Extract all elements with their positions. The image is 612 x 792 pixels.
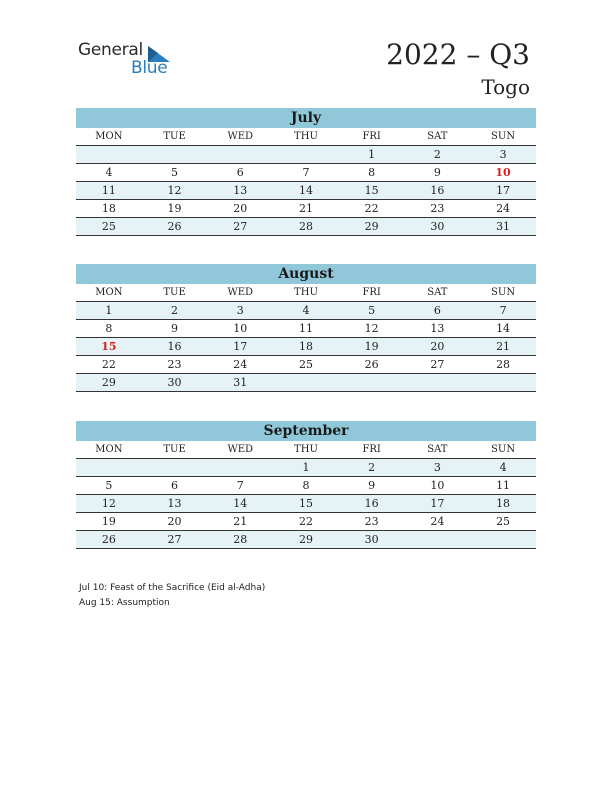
- day-cell: 7: [499, 304, 507, 317]
- weekday-label: WED: [227, 131, 254, 142]
- day-cell: 4: [499, 461, 507, 474]
- weekday-label: FRI: [362, 131, 381, 142]
- weekday-label: THU: [294, 131, 318, 142]
- day-cell: 23: [167, 358, 182, 371]
- day-cell: [273, 146, 339, 163]
- holiday-notes: [79, 581, 265, 611]
- day-cell: 7: [236, 479, 244, 492]
- week-row: [76, 338, 536, 356]
- day-cell: 18: [496, 497, 511, 510]
- day-cell: 11: [496, 479, 511, 492]
- day-cell: 27: [167, 533, 182, 546]
- day-cell: 19: [364, 340, 379, 353]
- day-cell: 23: [430, 202, 445, 215]
- day-cell: 8: [302, 479, 310, 492]
- weekday-header-row: [76, 441, 536, 459]
- day-cell: 12: [167, 184, 182, 197]
- weekday-label: FRI: [362, 444, 381, 455]
- day-cell: 16: [167, 340, 182, 353]
- day-cell: 3: [499, 148, 507, 161]
- day-cell: 28: [496, 358, 511, 371]
- day-cell: 1: [105, 304, 113, 317]
- day-cell: [470, 531, 536, 548]
- day-cell: [142, 459, 208, 476]
- day-cell: 28: [298, 220, 313, 233]
- day-cell: 21: [496, 340, 511, 353]
- day-cell: 22: [101, 358, 116, 371]
- day-cell: 21: [233, 515, 248, 528]
- weekday-label: FRI: [362, 287, 381, 298]
- weekday-header-row: [76, 284, 536, 302]
- weekday-label: TUE: [163, 444, 186, 455]
- day-cell: 2: [171, 304, 179, 317]
- day-cell: 4: [302, 304, 310, 317]
- day-cell: [207, 146, 273, 163]
- day-cell: 26: [364, 358, 379, 371]
- holiday-day-cell: 15: [101, 340, 117, 353]
- week-row: [76, 146, 536, 164]
- weekday-label: WED: [227, 287, 254, 298]
- day-cell: 19: [101, 515, 116, 528]
- day-cell: 6: [171, 479, 179, 492]
- week-row: [76, 477, 536, 495]
- day-cell: 22: [364, 202, 379, 215]
- day-cell: 15: [364, 184, 379, 197]
- weekday-label: THU: [294, 287, 318, 298]
- holiday-day-cell: 10: [495, 166, 511, 179]
- country-name: Togo: [481, 75, 530, 99]
- day-cell: 20: [167, 515, 182, 528]
- day-cell: 5: [105, 479, 113, 492]
- week-row: [76, 164, 536, 182]
- day-cell: 2: [433, 148, 441, 161]
- weekday-header-row: [76, 128, 536, 146]
- day-cell: 19: [167, 202, 182, 215]
- day-cell: 31: [496, 220, 511, 233]
- quarter-title: 2022 – Q3: [386, 38, 530, 71]
- week-row: [76, 356, 536, 374]
- day-cell: 16: [430, 184, 445, 197]
- week-row: [76, 495, 536, 513]
- weekday-label: SAT: [427, 444, 448, 455]
- day-cell: [339, 374, 405, 391]
- day-cell: 29: [364, 220, 379, 233]
- day-cell: 10: [430, 479, 445, 492]
- week-row: [76, 531, 536, 549]
- weekday-label: SUN: [491, 131, 516, 142]
- day-cell: 11: [101, 184, 116, 197]
- weekday-label: MON: [95, 131, 123, 142]
- weekday-label: SAT: [427, 287, 448, 298]
- day-cell: 5: [368, 304, 376, 317]
- month-august: [76, 264, 536, 392]
- month-september: [76, 421, 536, 549]
- month-header: August: [76, 264, 536, 284]
- day-cell: 13: [167, 497, 182, 510]
- day-cell: 7: [302, 166, 310, 179]
- week-row: [76, 459, 536, 477]
- generalblue-logo: [78, 40, 188, 80]
- day-cell: 5: [171, 166, 179, 179]
- day-cell: 11: [298, 322, 313, 335]
- day-cell: 24: [430, 515, 445, 528]
- day-cell: [470, 374, 536, 391]
- day-cell: 25: [298, 358, 313, 371]
- holiday-note: Aug 15: Assumption: [79, 598, 170, 608]
- week-row: [76, 513, 536, 531]
- weekday-label: WED: [227, 444, 254, 455]
- day-cell: [76, 146, 142, 163]
- day-cell: 17: [496, 184, 511, 197]
- day-cell: 26: [101, 533, 116, 546]
- day-cell: 12: [364, 322, 379, 335]
- day-cell: 26: [167, 220, 182, 233]
- day-cell: 14: [496, 322, 511, 335]
- day-cell: 20: [430, 340, 445, 353]
- day-cell: 17: [430, 497, 445, 510]
- week-row: [76, 374, 536, 392]
- weekday-label: THU: [294, 444, 318, 455]
- day-cell: 18: [101, 202, 116, 215]
- day-cell: 30: [430, 220, 445, 233]
- day-cell: 10: [233, 322, 248, 335]
- day-cell: 30: [364, 533, 379, 546]
- day-cell: 24: [233, 358, 248, 371]
- month-july: [76, 108, 536, 236]
- logo-text-general: General: [78, 40, 143, 60]
- day-cell: 4: [105, 166, 113, 179]
- weekday-label: SAT: [427, 131, 448, 142]
- day-cell: 25: [496, 515, 511, 528]
- day-cell: 15: [298, 497, 313, 510]
- week-row: [76, 320, 536, 338]
- day-cell: [405, 374, 471, 391]
- day-cell: 1: [368, 148, 376, 161]
- day-cell: 31: [233, 376, 248, 389]
- weekday-label: MON: [95, 287, 123, 298]
- day-cell: 17: [233, 340, 248, 353]
- day-cell: 16: [364, 497, 379, 510]
- day-cell: 13: [430, 322, 445, 335]
- day-cell: [207, 459, 273, 476]
- weekday-label: MON: [95, 444, 123, 455]
- day-cell: 9: [433, 166, 441, 179]
- day-cell: 14: [298, 184, 313, 197]
- day-cell: 23: [364, 515, 379, 528]
- day-cell: 20: [233, 202, 248, 215]
- weekday-label: SUN: [491, 444, 516, 455]
- day-cell: 8: [105, 322, 113, 335]
- week-row: [76, 302, 536, 320]
- week-row: [76, 200, 536, 218]
- day-cell: 9: [171, 322, 179, 335]
- weekday-label: TUE: [163, 131, 186, 142]
- day-cell: 14: [233, 497, 248, 510]
- day-cell: 2: [368, 461, 376, 474]
- month-header: July: [76, 108, 536, 128]
- day-cell: 12: [101, 497, 116, 510]
- week-row: [76, 182, 536, 200]
- day-cell: 24: [496, 202, 511, 215]
- day-cell: 9: [368, 479, 376, 492]
- day-cell: 3: [236, 304, 244, 317]
- day-cell: [273, 374, 339, 391]
- day-cell: 29: [101, 376, 116, 389]
- day-cell: 27: [233, 220, 248, 233]
- weekday-label: TUE: [163, 287, 186, 298]
- week-row: [76, 218, 536, 236]
- day-cell: [405, 531, 471, 548]
- day-cell: 22: [298, 515, 313, 528]
- logo-text-blue: Blue: [131, 58, 168, 78]
- day-cell: 27: [430, 358, 445, 371]
- day-cell: 1: [302, 461, 310, 474]
- day-cell: 6: [433, 304, 441, 317]
- month-header: September: [76, 421, 536, 441]
- weekday-label: SUN: [491, 287, 516, 298]
- day-cell: 29: [298, 533, 313, 546]
- day-cell: 28: [233, 533, 248, 546]
- day-cell: 30: [167, 376, 182, 389]
- day-cell: 8: [368, 166, 376, 179]
- holiday-note: Jul 10: Feast of the Sacrifice (Eid al-Adha): [79, 583, 266, 593]
- day-cell: 21: [298, 202, 313, 215]
- day-cell: 18: [298, 340, 313, 353]
- day-cell: 3: [433, 461, 441, 474]
- day-cell: 25: [101, 220, 116, 233]
- day-cell: [76, 459, 142, 476]
- day-cell: [142, 146, 208, 163]
- day-cell: 6: [236, 166, 244, 179]
- day-cell: 13: [233, 184, 248, 197]
